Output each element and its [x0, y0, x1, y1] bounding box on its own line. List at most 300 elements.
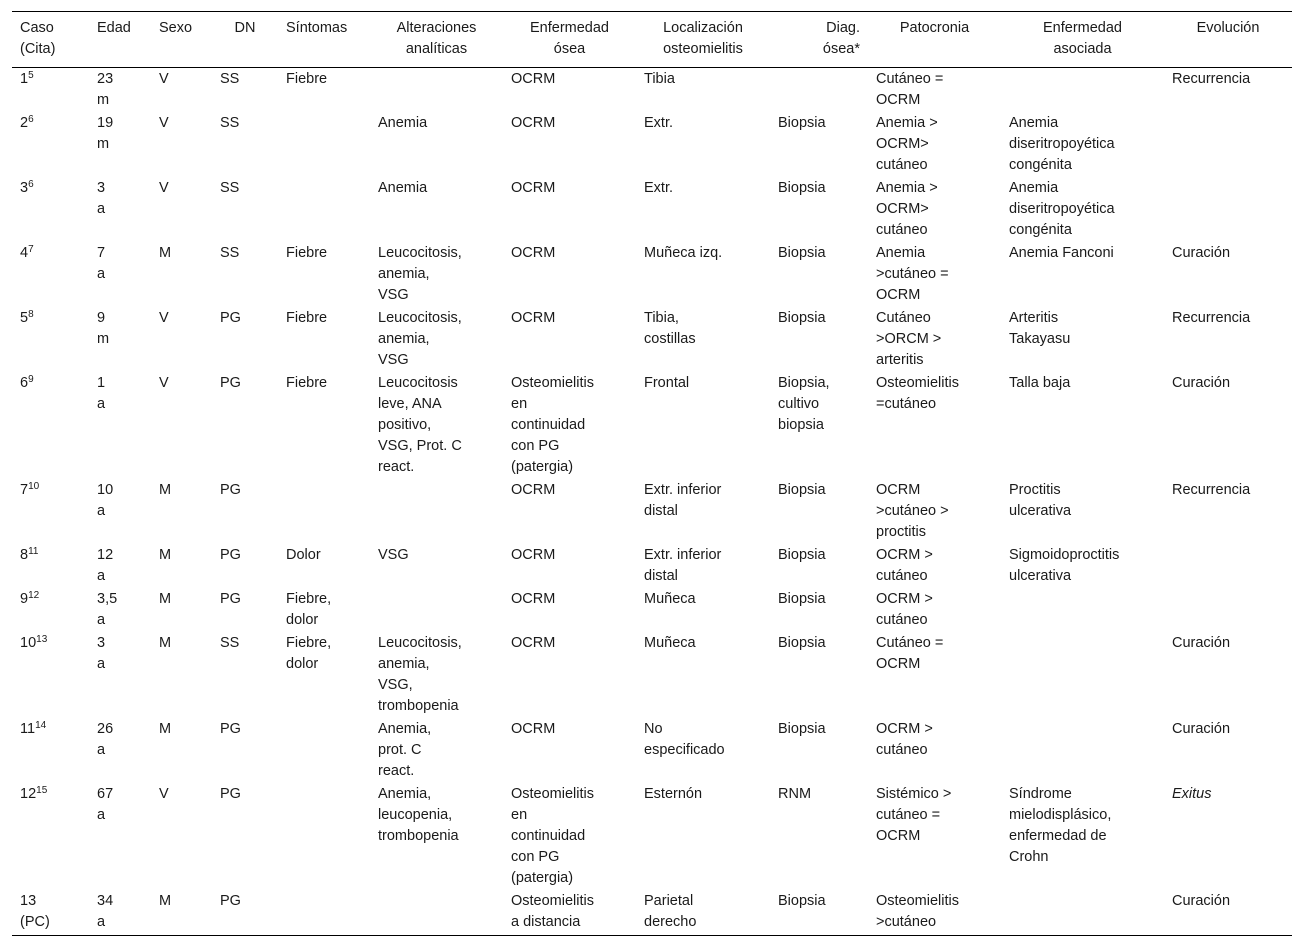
cell-enfermedad — [503, 307, 636, 372]
cell-text: Anemia Fanconi — [1009, 245, 1114, 261]
cell-line — [876, 373, 993, 394]
cell-text: =cutáneo — [876, 396, 937, 412]
cell-text: Talla baja — [1009, 375, 1071, 391]
header-line: Síntomas — [286, 20, 348, 36]
cell-text: Dolor — [286, 547, 321, 563]
cell-line — [511, 415, 628, 436]
cell-line — [20, 178, 81, 199]
cell-text: 13 — [20, 893, 37, 909]
cell-line — [159, 891, 204, 912]
cell-localizacion — [636, 632, 770, 718]
cell-caso — [12, 307, 89, 372]
cell-text: distal — [644, 568, 678, 584]
cell-text: OCRM — [511, 635, 556, 651]
cell-text: en — [511, 396, 528, 412]
cell-line — [778, 545, 860, 566]
cell-line — [876, 264, 993, 285]
cell-patocronia — [868, 68, 1001, 113]
cell-line — [97, 633, 143, 654]
cell-text: OCRM — [511, 721, 556, 737]
cell-line — [644, 633, 762, 654]
cell-text: Biopsia — [778, 635, 826, 651]
cell-text: 9 — [20, 591, 29, 607]
cell-line — [511, 436, 628, 457]
cell-alteraciones — [370, 177, 503, 242]
cell-line — [378, 329, 495, 350]
cell-alteraciones — [370, 479, 503, 544]
cell-diag — [770, 783, 868, 890]
cell-line — [876, 90, 993, 111]
cell-line — [159, 69, 204, 90]
cell-dn — [212, 372, 278, 479]
cell-patocronia — [868, 588, 1001, 632]
cell-line — [97, 740, 143, 761]
citation-superscript: 12 — [28, 590, 40, 601]
cell-line — [286, 610, 362, 631]
cell-text: 1 — [97, 375, 106, 391]
cell-patocronia — [868, 718, 1001, 783]
cell-enfermedad — [503, 242, 636, 307]
cell-line — [286, 373, 362, 394]
cell-dn — [212, 632, 278, 718]
cell-text: 10 — [97, 482, 114, 498]
cell-text: trombopenia — [378, 828, 459, 844]
cell-caso — [12, 544, 89, 588]
cell-line — [159, 113, 204, 134]
cell-caso — [12, 479, 89, 544]
cell-text: Fiebre, — [286, 591, 332, 607]
cell-text: con PG — [511, 849, 560, 865]
cell-text: Muñeca — [644, 591, 696, 607]
cell-patocronia — [868, 307, 1001, 372]
cell-evolucion — [1164, 242, 1292, 307]
cell-line — [644, 566, 762, 587]
cell-text: Sistémico > — [876, 786, 952, 802]
cell-line — [511, 373, 628, 394]
cell-edad — [89, 890, 151, 936]
cell-line — [97, 566, 143, 587]
cell-line — [778, 243, 860, 264]
cell-sexo — [151, 177, 212, 242]
cell-text: >ORCM > — [876, 331, 942, 347]
cell-text: OCRM > — [876, 547, 933, 563]
cell-line — [778, 589, 860, 610]
cell-text: V — [159, 71, 169, 87]
citation-superscript: 7 — [28, 244, 34, 255]
cell-text: Proctitis — [1009, 482, 1061, 498]
cell-line — [97, 90, 143, 111]
cell-text: Osteomielitis — [876, 893, 959, 909]
cell-line — [1009, 826, 1156, 847]
cell-asociada — [1001, 372, 1164, 479]
cell-line — [159, 545, 204, 566]
cell-text: react. — [378, 763, 415, 779]
header-line: analíticas — [405, 41, 468, 57]
cell-edad — [89, 177, 151, 242]
cell-asociada — [1001, 307, 1164, 372]
table-row — [12, 632, 1292, 718]
cell-sexo — [151, 372, 212, 479]
cell-sintomas — [278, 632, 370, 718]
cell-text: 3 — [97, 180, 106, 196]
cell-line — [778, 178, 860, 199]
cell-line — [286, 308, 362, 329]
cell-edad — [89, 479, 151, 544]
cell-line — [1172, 243, 1284, 264]
cell-enfermedad — [503, 632, 636, 718]
cell-line — [1009, 847, 1156, 868]
cell-sexo — [151, 783, 212, 890]
cell-sintomas — [278, 783, 370, 890]
cell-line — [378, 675, 495, 696]
cell-line — [876, 719, 993, 740]
cell-caso — [12, 177, 89, 242]
cell-text: VSG — [378, 547, 409, 563]
cell-line — [378, 178, 495, 199]
cell-localizacion — [636, 112, 770, 177]
cell-text: leucopenia, — [378, 807, 453, 823]
cell-text: react. — [378, 459, 415, 475]
cell-line — [378, 719, 495, 740]
cell-localizacion — [636, 177, 770, 242]
cell-text: Frontal — [644, 375, 690, 391]
cell-line — [876, 566, 993, 587]
cell-enfermedad — [503, 783, 636, 890]
cell-sintomas — [278, 307, 370, 372]
cell-text: Biopsia — [778, 547, 826, 563]
cell-sexo — [151, 242, 212, 307]
cell-sintomas — [278, 544, 370, 588]
cell-sexo — [151, 588, 212, 632]
cell-line — [876, 394, 993, 415]
cell-text: Leucocitosis — [378, 375, 458, 391]
cell-text: Biopsia — [778, 310, 826, 326]
cell-text: PG — [220, 591, 241, 607]
cell-line — [876, 199, 993, 220]
cell-text: Extr. — [644, 115, 674, 131]
cell-enfermedad — [503, 112, 636, 177]
cell-sexo — [151, 68, 212, 113]
cell-diag — [770, 479, 868, 544]
cell-line — [778, 633, 860, 654]
cell-text: 26 — [97, 721, 114, 737]
cell-line — [1009, 243, 1156, 264]
cell-text: prot. C — [378, 742, 422, 758]
cell-text: Curación — [1172, 635, 1231, 651]
cell-line — [778, 719, 860, 740]
cell-sintomas — [278, 68, 370, 113]
cell-text: Osteomielitis — [876, 375, 959, 391]
cell-line — [876, 69, 993, 90]
cell-line — [1009, 199, 1156, 220]
cell-text: diseritropoyética — [1009, 136, 1115, 152]
cell-text: Biopsia, — [778, 375, 830, 391]
cell-line — [1172, 633, 1284, 654]
cell-text: Fiebre — [286, 245, 328, 261]
cell-asociada — [1001, 588, 1164, 632]
cell-line — [97, 480, 143, 501]
cell-diag — [770, 632, 868, 718]
cell-caso — [12, 632, 89, 718]
cell-edad — [89, 307, 151, 372]
cell-asociada — [1001, 544, 1164, 588]
cell-text: a distancia — [511, 914, 581, 930]
cell-line — [1009, 155, 1156, 176]
cell-line — [644, 719, 762, 740]
cell-text: Anemia > — [876, 180, 938, 196]
cell-localizacion — [636, 242, 770, 307]
cell-text: a — [97, 396, 106, 412]
cell-text: 9 — [97, 310, 106, 326]
cell-text: cutáneo — [876, 612, 928, 628]
cell-caso — [12, 588, 89, 632]
cell-line — [876, 134, 993, 155]
cell-line — [511, 805, 628, 826]
cell-line — [378, 784, 495, 805]
cell-text: Osteomielitis — [511, 375, 594, 391]
cell-line — [1009, 134, 1156, 155]
cell-patocronia — [868, 242, 1001, 307]
cell-text: Cutáneo = — [876, 71, 944, 87]
cell-line — [97, 394, 143, 415]
cell-text: VSG, — [378, 677, 413, 693]
cell-text: 7 — [97, 245, 106, 261]
cell-asociada — [1001, 242, 1164, 307]
header-line: Caso — [20, 20, 54, 36]
cell-text: OCRM — [511, 547, 556, 563]
cell-text: m — [97, 136, 110, 152]
cell-line — [1009, 373, 1156, 394]
cell-text: >cutáneo > — [876, 503, 949, 519]
cell-line — [1172, 480, 1284, 501]
citation-superscript: 8 — [28, 309, 34, 320]
cell-patocronia — [868, 112, 1001, 177]
cell-sexo — [151, 544, 212, 588]
cell-text: a — [97, 742, 106, 758]
cell-text: V — [159, 180, 169, 196]
cell-sintomas — [278, 890, 370, 936]
cell-line — [778, 308, 860, 329]
cell-line — [876, 350, 993, 371]
cell-text: enfermedad de — [1009, 828, 1107, 844]
cell-line — [378, 415, 495, 436]
cell-line — [876, 610, 993, 631]
cell-alteraciones — [370, 544, 503, 588]
cell-text: Biopsia — [778, 591, 826, 607]
cell-line — [20, 69, 81, 90]
cell-text: (patergia) — [511, 870, 574, 886]
cell-caso — [12, 890, 89, 936]
cell-text: 5 — [20, 310, 29, 326]
table-body — [12, 68, 1292, 936]
cell-asociada — [1001, 479, 1164, 544]
cell-enfermedad — [503, 372, 636, 479]
cell-enfermedad — [503, 544, 636, 588]
cell-line — [876, 826, 993, 847]
cell-line — [220, 243, 270, 264]
cell-text: Recurrencia — [1172, 482, 1251, 498]
cell-line — [20, 373, 81, 394]
cell-text: Biopsia — [778, 115, 826, 131]
cell-asociada — [1001, 783, 1164, 890]
cell-line — [20, 719, 81, 740]
cell-line — [876, 480, 993, 501]
header-caso — [12, 12, 89, 68]
cell-line — [778, 480, 860, 501]
cell-text: Síndrome — [1009, 786, 1072, 802]
cell-line — [876, 784, 993, 805]
cell-dn — [212, 783, 278, 890]
header-line: osteomielitis — [663, 41, 743, 57]
cell-line — [1009, 329, 1156, 350]
cell-text: Arteritis — [1009, 310, 1059, 326]
cell-line — [97, 113, 143, 134]
cell-line — [20, 912, 81, 933]
cell-text: a — [97, 503, 106, 519]
cell-localizacion — [636, 588, 770, 632]
table-row — [12, 783, 1292, 890]
cell-line — [778, 415, 860, 436]
cell-diag — [770, 307, 868, 372]
cell-localizacion — [636, 479, 770, 544]
cell-text: Muñeca — [644, 635, 696, 651]
table-row — [12, 307, 1292, 372]
cell-text: PG — [220, 310, 241, 326]
cell-text: dolor — [286, 656, 319, 672]
header-line: Alteraciones — [396, 20, 477, 36]
header-line: Patocronia — [899, 20, 970, 36]
cell-asociada — [1001, 718, 1164, 783]
cell-text: ulcerativa — [1009, 503, 1072, 519]
cell-sexo — [151, 890, 212, 936]
cell-line — [511, 545, 628, 566]
cell-evolucion — [1164, 372, 1292, 479]
cell-edad — [89, 718, 151, 783]
cell-line — [876, 522, 993, 543]
cell-line — [20, 891, 81, 912]
cell-line — [20, 589, 81, 610]
cell-line — [378, 545, 495, 566]
cell-text: 4 — [20, 245, 29, 261]
cell-sintomas — [278, 112, 370, 177]
cell-text: OCRM — [511, 482, 556, 498]
cell-caso — [12, 242, 89, 307]
cell-text: (patergia) — [511, 459, 574, 475]
cell-text: SS — [220, 115, 240, 131]
cell-caso — [12, 718, 89, 783]
cell-line — [644, 891, 762, 912]
cell-patocronia — [868, 177, 1001, 242]
cell-text: VSG — [378, 352, 409, 368]
cell-alteraciones — [370, 68, 503, 113]
cell-text: (PC) — [20, 914, 50, 930]
cell-sintomas — [278, 242, 370, 307]
cell-text: congénita — [1009, 157, 1072, 173]
header-line: Evolución — [1196, 20, 1260, 36]
cell-line — [159, 308, 204, 329]
cell-text: cultivo — [778, 396, 820, 412]
header-alteraciones — [370, 12, 503, 68]
cell-text: 8 — [20, 547, 29, 563]
header-row — [12, 12, 1292, 68]
cell-line — [876, 891, 993, 912]
cell-evolucion — [1164, 307, 1292, 372]
cell-asociada — [1001, 177, 1164, 242]
cell-evolucion — [1164, 177, 1292, 242]
cell-line — [20, 633, 81, 654]
cell-line — [378, 457, 495, 478]
header-sexo — [151, 12, 212, 68]
cell-text: OCRM > — [876, 591, 933, 607]
citation-superscript: 5 — [28, 70, 34, 81]
cell-alteraciones — [370, 632, 503, 718]
cell-line — [778, 113, 860, 134]
cell-text: ulcerativa — [1009, 568, 1072, 584]
cell-line — [876, 329, 993, 350]
header-evolucion — [1164, 12, 1292, 68]
table-row — [12, 242, 1292, 307]
cell-line — [159, 243, 204, 264]
cell-line — [876, 805, 993, 826]
cell-text: dolor — [286, 612, 319, 628]
cell-text: Curación — [1172, 721, 1231, 737]
cell-text: 6 — [20, 375, 29, 391]
cell-line — [97, 545, 143, 566]
cell-text: cutáneo — [876, 568, 928, 584]
cell-diag — [770, 544, 868, 588]
cell-text: Osteomielitis — [511, 786, 594, 802]
cell-text: 11 — [20, 721, 36, 737]
citation-superscript: 14 — [35, 720, 47, 731]
cell-text: V — [159, 375, 169, 391]
cell-text: PG — [220, 547, 241, 563]
cell-text: Tibia — [644, 71, 675, 87]
cell-line — [220, 719, 270, 740]
cell-text: mielodisplásico, — [1009, 807, 1112, 823]
cell-patocronia — [868, 479, 1001, 544]
header-enfermedad — [503, 12, 636, 68]
cell-localizacion — [636, 890, 770, 936]
cell-text: M — [159, 635, 172, 651]
cell-line — [97, 610, 143, 631]
table-wrapper — [12, 11, 1292, 936]
cell-caso — [12, 783, 89, 890]
cell-sexo — [151, 718, 212, 783]
cell-line — [378, 394, 495, 415]
cell-line — [511, 69, 628, 90]
cell-alteraciones — [370, 112, 503, 177]
cell-line — [778, 784, 860, 805]
cell-text: OCRM — [876, 287, 921, 303]
cell-text: SS — [220, 71, 240, 87]
cell-text: PG — [220, 721, 241, 737]
citation-superscript: 13 — [36, 634, 48, 645]
cell-text: Leucocitosis, — [378, 310, 462, 326]
cell-line — [159, 719, 204, 740]
cell-line — [378, 243, 495, 264]
cell-line — [876, 285, 993, 306]
cell-text: 2 — [20, 115, 29, 131]
cell-text: biopsia — [778, 417, 824, 433]
cell-line — [220, 545, 270, 566]
cell-text: Anemia, — [378, 721, 432, 737]
cell-line — [20, 243, 81, 264]
cell-text: a — [97, 612, 106, 628]
cell-alteraciones — [370, 718, 503, 783]
cell-line — [876, 633, 993, 654]
cell-line — [220, 784, 270, 805]
cell-text: 1 — [20, 71, 29, 87]
